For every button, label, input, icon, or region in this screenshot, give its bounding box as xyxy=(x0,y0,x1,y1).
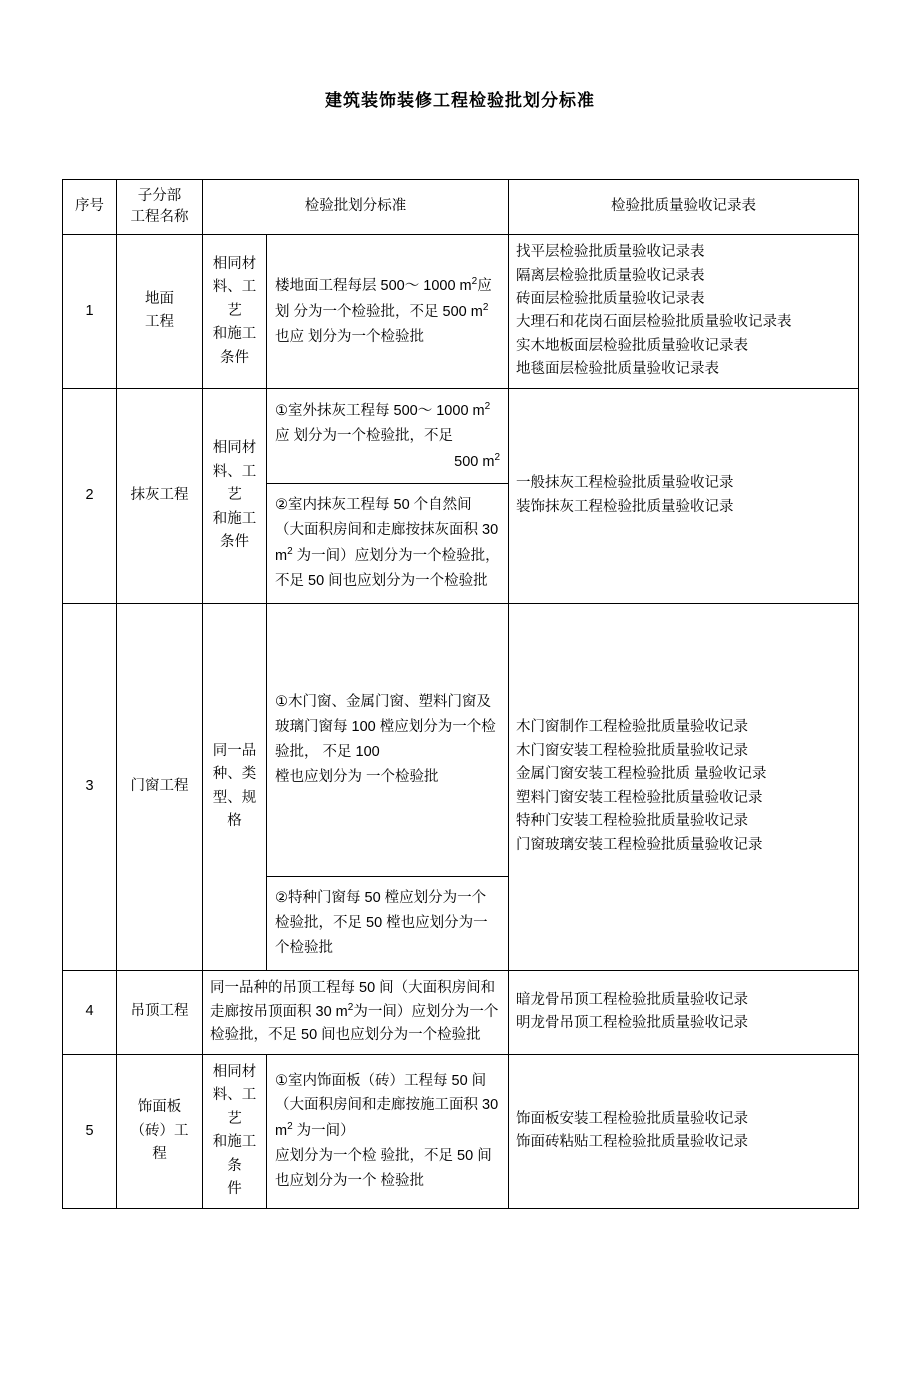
row-condition: 相同材 料、工艺 和施工条 件 xyxy=(203,1054,267,1208)
row-subsection-name: 地面 工程 xyxy=(117,235,203,389)
header-cell-standard: 检验批划分标准 xyxy=(203,180,509,235)
record-item: 大理石和花岗石面层检验批质量验收记录表 xyxy=(516,314,792,331)
row-num: 1 xyxy=(63,235,117,389)
record-item: 一般抹灰工程检验批质量验收记录 xyxy=(516,475,734,492)
record-item: 明龙骨吊顶工程检验批质量验收记录 xyxy=(516,1015,748,1032)
row-standard xyxy=(267,235,509,389)
row-standard xyxy=(267,603,509,970)
table-row xyxy=(63,970,859,1054)
row-records xyxy=(509,388,859,603)
row-num: 4 xyxy=(63,970,117,1054)
standard-part: ①室内饰面板（砖）工程每 50 间（大面积房间和走廊按施工面积 30 $m^2$ 为一间） 应划分为一个检 验批，不足 50 间也应划分为一个 检验批 xyxy=(275,1072,499,1190)
record-item: 特种门安装工程检验批质量验收记录 xyxy=(516,813,748,830)
record-item: 木门窗安装工程检验批质量验收记录 xyxy=(516,742,748,759)
record-item: 实木地板面层检验批质量验收记录表 xyxy=(516,337,748,354)
row-records xyxy=(509,603,859,970)
standard-part: 楼地面工程每层 500～ 1000 $m^2$应划 分为一个检验批，不足 500 $m^2$也应 划分为一个检验批 xyxy=(275,276,492,345)
row-subsection-name: 抹灰工程 xyxy=(117,388,203,603)
row-standard xyxy=(203,970,509,1054)
row-records xyxy=(509,1054,859,1208)
record-item: 木门窗制作工程检验批质量验收记录 xyxy=(516,719,748,736)
table-header-row xyxy=(63,180,859,235)
header-name-line1: 子分部 xyxy=(137,188,182,204)
row-subsection-name: 饰面板 （砖）工 程 xyxy=(117,1054,203,1208)
row-num: 2 xyxy=(63,388,117,603)
row-records xyxy=(509,235,859,389)
standard-part: ①室外抹灰工程每 500～ 1000 $m^2$应 划分为一个检验批，不足 500 $m^2$ xyxy=(275,400,500,470)
record-item: 饰面板安装工程检验批质量验收记录 xyxy=(516,1110,748,1127)
record-item: 暗龙骨吊顶工程检验批质量验收记录 xyxy=(516,991,748,1008)
page-title: 建筑装饰装修工程检验批划分标准 xyxy=(325,91,595,110)
standard-part: ②特种门窗每 50 樘应划分为一个检验批，不足 50 樘也应划分为一个检验批 xyxy=(267,876,508,970)
record-item: 饰面砖粘贴工程检验批质量验收记录 xyxy=(516,1134,748,1151)
record-item: 塑料门窗安装工程检验批质量验收记录 xyxy=(516,789,763,806)
row-subsection-name: 门窗工程 xyxy=(117,603,203,970)
standard-part: 同一品种的吊顶工程每 50 间（大面积房间和走廊按吊顶面积 30 $m^2$为一间）应划分为一个检验批，不足 50 间也应划分为一个检验批 xyxy=(210,979,499,1044)
row-records xyxy=(509,970,859,1054)
table-row xyxy=(63,388,859,603)
document-page xyxy=(0,86,920,1389)
row-num: 3 xyxy=(63,603,117,970)
row-subsection-name: 吊顶工程 xyxy=(117,970,203,1054)
row-condition: 相同材 料、工艺 和施工 条件 xyxy=(203,235,267,389)
record-item: 装饰抹灰工程检验批质量验收记录 xyxy=(516,498,734,515)
header-name-line2: 工程名称 xyxy=(130,209,189,226)
record-item: 找平层检验批质量验收记录表 xyxy=(516,244,705,261)
table-row xyxy=(63,1054,859,1208)
record-item: 金属门窗安装工程检验批质 量验收记录 xyxy=(516,766,767,783)
row-condition: 同一品 种、类 型、规格 xyxy=(203,603,267,970)
record-item: 地毯面层检验批质量验收记录表 xyxy=(516,361,719,378)
header-cell-record: 检验批质量验收记录表 xyxy=(509,180,859,235)
header-cell-name xyxy=(117,180,203,235)
table-row xyxy=(63,603,859,970)
row-condition: 相同材 料、工艺 和施工 条件 xyxy=(203,388,267,603)
row-standard xyxy=(267,388,509,603)
standard-part: ②室内抹灰工程每 50 个自然间（大面积房间和走廊按抹灰面积 30 $m^2$ 为一间）应划分为一个检验批，不足 50 间也应划分为一个检验批 xyxy=(267,483,508,603)
standard-part: ①木门窗、金属门窗、塑料门窗及玻璃门窗每 100 樘应划分为一个检验批， 不足 100 樘也应划分为 一个检验批 xyxy=(275,693,496,785)
record-item: 隔离层检验批质量验收记录表 xyxy=(516,267,705,284)
row-standard xyxy=(267,1054,509,1208)
header-cell-num: 序号 xyxy=(63,180,117,235)
row-num: 5 xyxy=(63,1054,117,1208)
table-row xyxy=(63,235,859,389)
record-item: 门窗玻璃安装工程检验批质量验收记录 xyxy=(516,836,763,853)
record-item: 砖面层检验批质量验收记录表 xyxy=(516,291,705,307)
inspection-lot-table xyxy=(62,179,859,1209)
